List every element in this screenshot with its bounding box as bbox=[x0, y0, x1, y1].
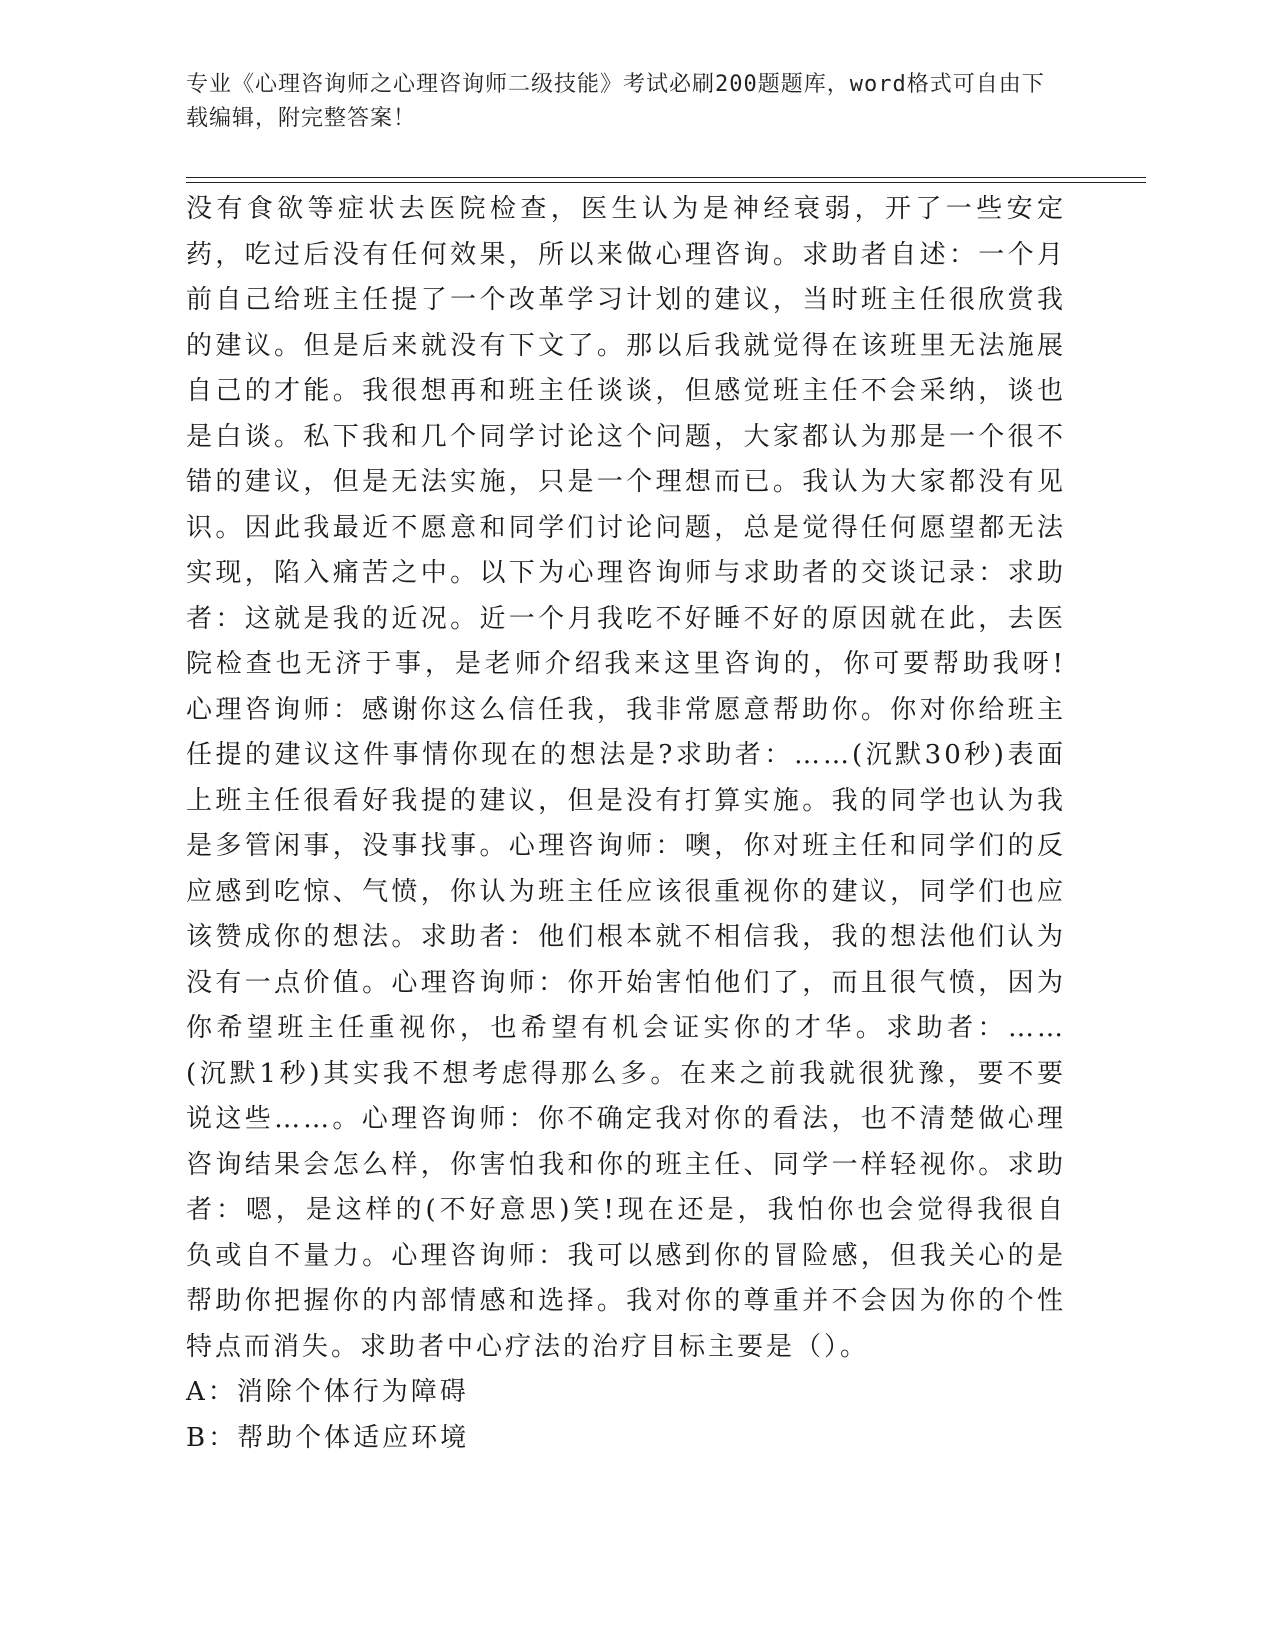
document-header: 专业《心理咨询师之心理咨询师二级技能》考试必刷200题题库，word格式可自由下载编辑，附完整答案！ bbox=[186, 72, 1045, 131]
option-a: A：消除个体行为障碍 bbox=[186, 1377, 469, 1407]
option-b: B：帮助个体适应环境 bbox=[186, 1422, 470, 1453]
question-block bbox=[186, 187, 1066, 1461]
header-rule-top bbox=[186, 177, 1146, 178]
header-rule-bottom bbox=[186, 182, 1146, 183]
question-text: 没有食欲等症状去医院检查，医生认为是神经衰弱，开了一些安定药，吃过后没有任何效果，所以来做心理咨询。求助者自述：一个月前自己给班主任提了一个改革学习计划的建议，当时班主任很欣赏我的建议。但是后来就没有下文了。那以后我就觉得在该班里无法施展自己的才能。我很想再和班主任谈谈，但感觉班主任不会采纳，谈也是白谈。私下我和几个同学讨论这个问题，大家都认为那是一个很不错的建议，但是无法实施，只是一个理想而已。我认为大家都没有见识。因此我最近不愿意和同学们讨论问题，总是觉得任何愿望都无法实现，陷入痛苦之中。以下为心理咨询师与求助者的交谈记录：求助者：这就是我的近况。近一个月我吃不好睡不好的原因就在此，去医院检查也无济于事，是老师介绍我来这里咨询的，你可要帮助我呀!心理咨询师：感谢你这么信任我，我非常愿意帮助你。你对你给班主任提的建议这件事情你现在的想法是?求助者：……(沉默30秒)表面上班主任很看好我提的建议，但是没有打算实施。我的同学也认为我是多管闲事，没事找事。心理咨询师：噢，你对班主任和同学们的反应感到吃惊、气愤，你认为班主任应该很重视你的建议，同学们也应该赞成你的想法。求助者：他们根本就不相信我，我的想法他们认为没有一点价值。心理咨询师：你开始害怕他们了，而且很气愤，因为你希望班主任重视你，也希望有机会证实你的才华。求助者：……(沉默1秒)其实我不想考虑得那么多。在来之前我就很犹豫，要不要说这些……。心理咨询师：你不确定我对你的看法，也不清楚做心理咨询结果会怎么样，你害怕我和你的班主任、同学一样轻视你。求助者：嗯，是这样的(不好意思)笑!现在还是，我怕你也会觉得我很自负或自不量力。心理咨询师：我可以感到你的冒险感，但我关心的是帮助你把握你的内部情感和选择。我对你的尊重并不会因为你的个性特点而消失。求助者中心疗法的治疗目标主要是（）。 bbox=[186, 194, 1066, 1362]
